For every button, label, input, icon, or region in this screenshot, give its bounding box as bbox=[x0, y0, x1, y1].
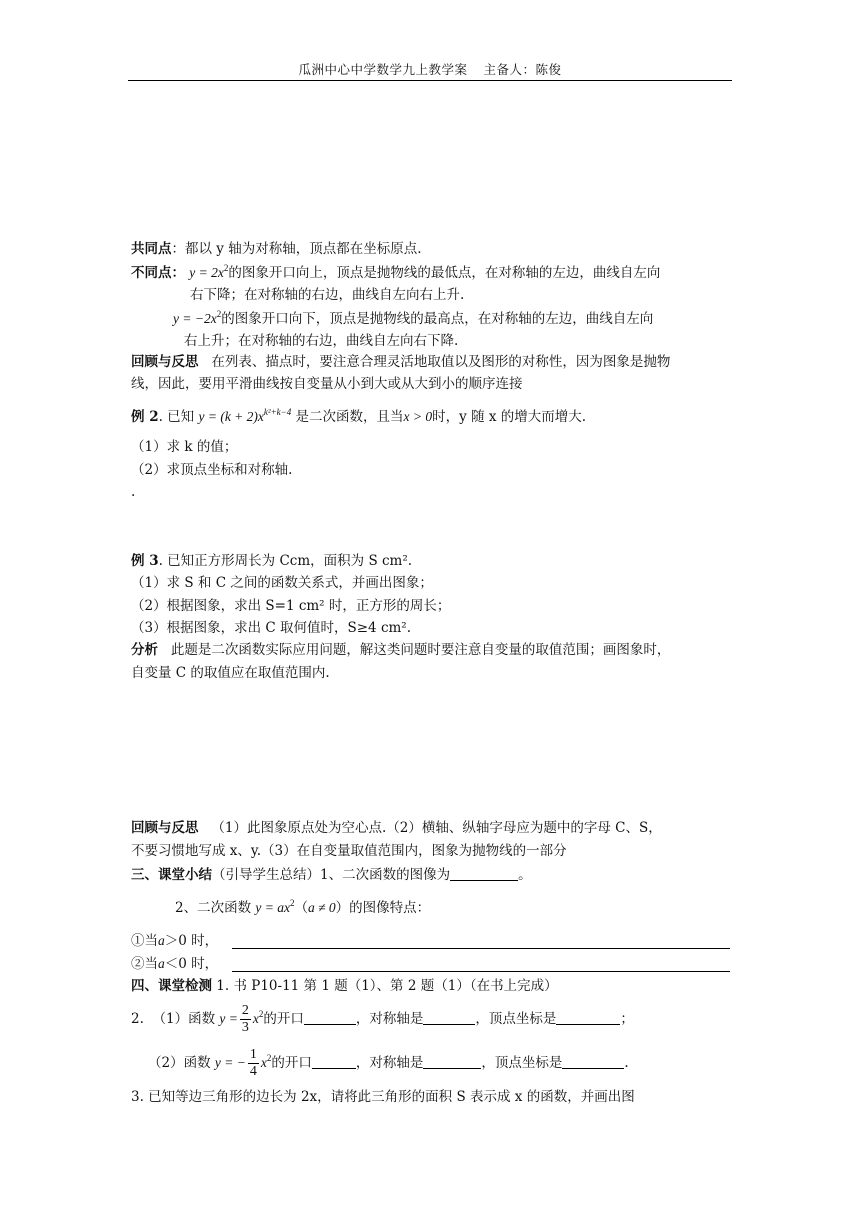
review-1-label: 回顾与反思 bbox=[131, 354, 199, 370]
q2b-axis-blank[interactable] bbox=[423, 1055, 481, 1069]
summary-case-negative: ②当a＜0 时， bbox=[131, 956, 219, 972]
formula-y-2x2: y = 2x bbox=[189, 265, 224, 280]
summary-blank-negative[interactable] bbox=[232, 971, 730, 972]
review-1-line-1: 回顾与反思 在列表、描点时，要注意合理灵活地取值以及图形的对称性，因为图象是抛物 bbox=[131, 354, 671, 370]
analysis-label: 分析 bbox=[131, 642, 158, 658]
diff-line-2: 右下降；在对称轴的右边，曲线自左向右上升. bbox=[190, 287, 465, 303]
example-2-dot: . bbox=[131, 484, 136, 500]
summary-label: 三、课堂小结 bbox=[131, 867, 212, 883]
q2a-vertex-blank[interactable] bbox=[556, 1011, 620, 1025]
review-1-line-2: 线，因此，要用平滑曲线按自变量从小到大或从大到小的顺序连接 bbox=[131, 376, 523, 392]
example-3-analysis-line-2: 自变量 C 的取值应在取值范围内. bbox=[131, 665, 330, 681]
example-3-q3: （3）根据图象，求出 C 取何值时，S≥4 cm². bbox=[131, 620, 412, 636]
diff-line-4: 右上升；在对称轴的右边，曲线自左向右下降. bbox=[184, 333, 459, 349]
test-q2a: 2. （1）函数 y = $\frac{2}{3}$ $x^2$的开口 ，对称轴是 ，顶点坐标是 ； bbox=[131, 1003, 634, 1035]
summary-case-positive: ①当a＞0 时， bbox=[131, 933, 219, 949]
page-header bbox=[0, 64, 860, 77]
test-label: 四、课堂检测 bbox=[131, 978, 212, 994]
q2a-opening-blank[interactable] bbox=[304, 1011, 356, 1025]
formula-y-neg2x2: y = −2x bbox=[173, 311, 217, 326]
common-text: ：都以 y 轴为对称轴，顶点都在坐标原点. bbox=[171, 241, 422, 257]
example-3-intro: 例 3. 已知正方形周长为 Ccm，面积为 S cm². bbox=[131, 553, 413, 569]
header-rule bbox=[128, 80, 732, 81]
test-q3: 3. 已知等边三角形的边长为 2x，请将此三角形的面积 S 表示成 x 的函数，并画出图 bbox=[131, 1089, 635, 1105]
review-2-label: 回顾与反思 bbox=[131, 820, 199, 836]
diff-line-1: 不同点： $y = 2x^2$的图象开口向上，顶点是抛物线的最低点，在对称轴的左边，曲线自左向 bbox=[131, 263, 661, 281]
test-q2b: （2）函数 y = − $\frac{1}{4}$ $x^2$的开口 ，对称轴是 ，顶点坐标是 . bbox=[148, 1047, 629, 1079]
example-2-q2: （2）求顶点坐标和对称轴. bbox=[131, 462, 293, 478]
summary-blank-1[interactable] bbox=[450, 867, 518, 881]
header-preparer: 主备人：陈俊 bbox=[483, 62, 562, 77]
common-label: 共同点 bbox=[131, 241, 172, 257]
summary-line-1: 三、课堂小结（引导学生总结）1、二次函数的图像为 。 bbox=[131, 867, 532, 883]
example-3-q2: （2）根据图象，求出 S=1 cm² 时，正方形的周长； bbox=[131, 598, 451, 614]
test-line-1: 四、课堂检测 1. 书 P10-11 第 1 题（1）、第 2 题（1）（在书上完成） bbox=[131, 978, 558, 994]
fraction-2-3: $\frac{2}{3}$ bbox=[241, 1003, 249, 1035]
summary-line-2: 2、二次函数 $y = ax^2(a \ne 0)$的图像特点： bbox=[175, 898, 431, 916]
review-2-line-1: 回顾与反思 （1）此图象原点处为空心点.（2）横轴、纵轴字母应为题中的字母 C、S， bbox=[131, 820, 662, 836]
header-title: 瓜洲中心中学数学九上教学案 bbox=[298, 62, 468, 77]
diff-label: 不同点 bbox=[131, 265, 172, 281]
example-2-formula: y = (k + 2)x bbox=[198, 409, 264, 424]
example-2-q1: （1）求 k 的值； bbox=[131, 439, 238, 455]
summary-blank-positive[interactable] bbox=[232, 948, 730, 949]
example-2-statement: 例 2. 已知 $y = (k + 2)x^{k^2+k-4}$ 是二次函数，且当x > 0时，y 随 x 的增大而增大. bbox=[131, 407, 587, 425]
diff-line-3: $y = -2x^2$的图象开口向下，顶点是抛物线的最高点，在对称轴的左边，曲线自左向 bbox=[173, 309, 654, 327]
q2a-axis-blank[interactable] bbox=[423, 1011, 475, 1025]
example-3-label: 例 3 bbox=[131, 553, 159, 569]
fraction-1-4: $\frac{1}{4}$ bbox=[249, 1047, 257, 1079]
q2b-opening-blank[interactable] bbox=[312, 1055, 356, 1069]
example-3-q1: （1）求 S 和 C 之间的函数关系式，并画出图象； bbox=[131, 575, 433, 591]
example-3-analysis-line-1: 分析 此题是二次函数实际应用问题，解这类问题时要注意自变量的取值范围；画图象时， bbox=[131, 642, 671, 658]
q2b-vertex-blank[interactable] bbox=[562, 1055, 624, 1069]
example-2-label: 例 2 bbox=[131, 409, 159, 425]
review-2-line-2: 不要习惯地写成 x、y.（3）在自变量取值范围内，图象为抛物线的一部分 bbox=[131, 843, 567, 859]
common-points bbox=[131, 243, 422, 257]
